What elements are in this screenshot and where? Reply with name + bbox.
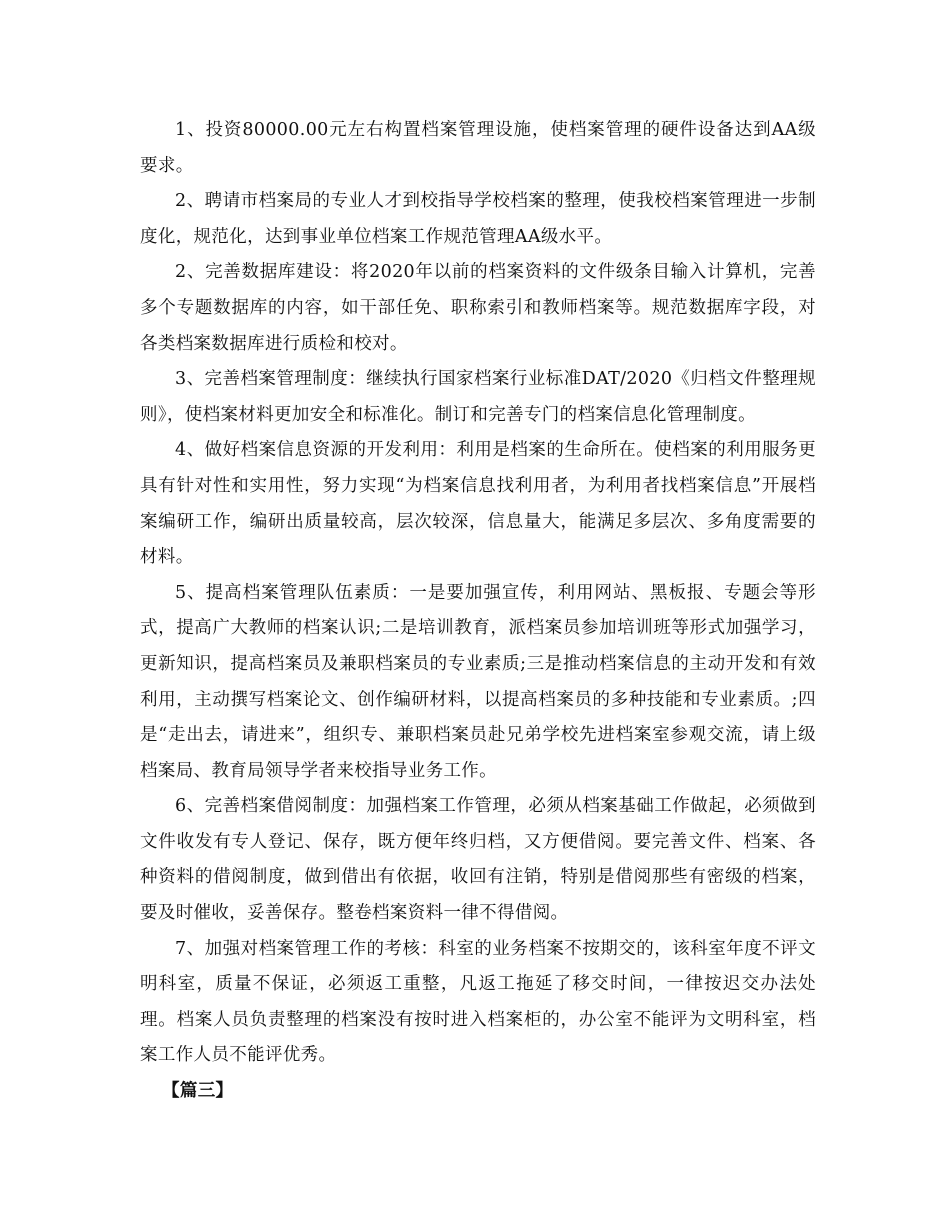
document-body bbox=[140, 113, 816, 1110]
paragraph-item-1: 1、投资80000.00元左右构置档案管理设施，使档案管理的硬件设备达到AA级要求。 bbox=[140, 120, 816, 176]
paragraph-item-3: 2、完善数据库建设：将2020年以前的档案资料的文件级条目输入计算机，完善多个专题数据库的内容，如干部任免、职称索引和教师档案等。规范数据库字段，对各类档案数据库进行质检和校对。 bbox=[140, 262, 816, 354]
paragraph-item-2: 2、聘请市档案局的专业人才到校指导学校档案的整理，使我校档案管理进一步制度化，规范化，达到事业单位档案工作规范管理AA级水平。 bbox=[140, 191, 816, 247]
paragraph-item-4: 3、完善档案管理制度：继续执行国家档案行业标准DAT/2020《归档文件整理规则》，使档案材料更加安全和标准化。制订和完善专门的档案信息化管理制度。 bbox=[140, 369, 816, 425]
paragraph-item-7: 6、完善档案借阅制度：加强档案工作管理，必须从档案基础工作做起，必须做到文件收发有专人登记、保存，既方便年终归档，又方便借阅。要完善文件、档案、各种资料的借阅制度，做到借出有依据，收回有注销，特别是借阅那些有密级的档案，要及时催收，妥善保存。整卷档案资料一律不得借阅。 bbox=[140, 796, 816, 924]
paragraph-item-8: 7、加强对档案管理工作的考核：科室的业务档案不按期交的，该科室年度不评文明科室，质量不保证，必须返工重整，凡返工拖延了移交时间，一律按迟交办法处理。档案人员负责整理的档案没有按时进入档案柜的，办公室不能评为文明科室，档案工作人员不能评优秀。 bbox=[140, 938, 816, 1066]
section-heading: 【篇三】 bbox=[162, 1081, 234, 1102]
paragraph-item-6: 5、提高档案管理队伍素质：一是要加强宣传，利用网站、黑板报、专题会等形式，提高广大教师的档案认识;二是培训教育，派档案员参加培训班等形式加强学习，更新知识，提高档案员及兼职档案员的专业素质;三是推动档案信息的主动开发和有效利用，主动撰写档案论文、创作编研材料，以提高档案员的多种技能和专业素质。;四是“走出去，请进来”，组织专、兼职档案员赴兄弟学校先进档案室参观交流，请上级档案局、教育局领导学者来校指导业务工作。 bbox=[140, 582, 816, 781]
paragraph-item-5: 4、做好档案信息资源的开发利用：利用是档案的生命所在。使档案的利用服务更具有针对性和实用性，努力实现“为档案信息找利用者，为利用者找档案信息”开展档案编研工作，编研出质量较高，层次较深，信息量大，能满足多层次、多角度需要的材料。 bbox=[140, 440, 816, 568]
